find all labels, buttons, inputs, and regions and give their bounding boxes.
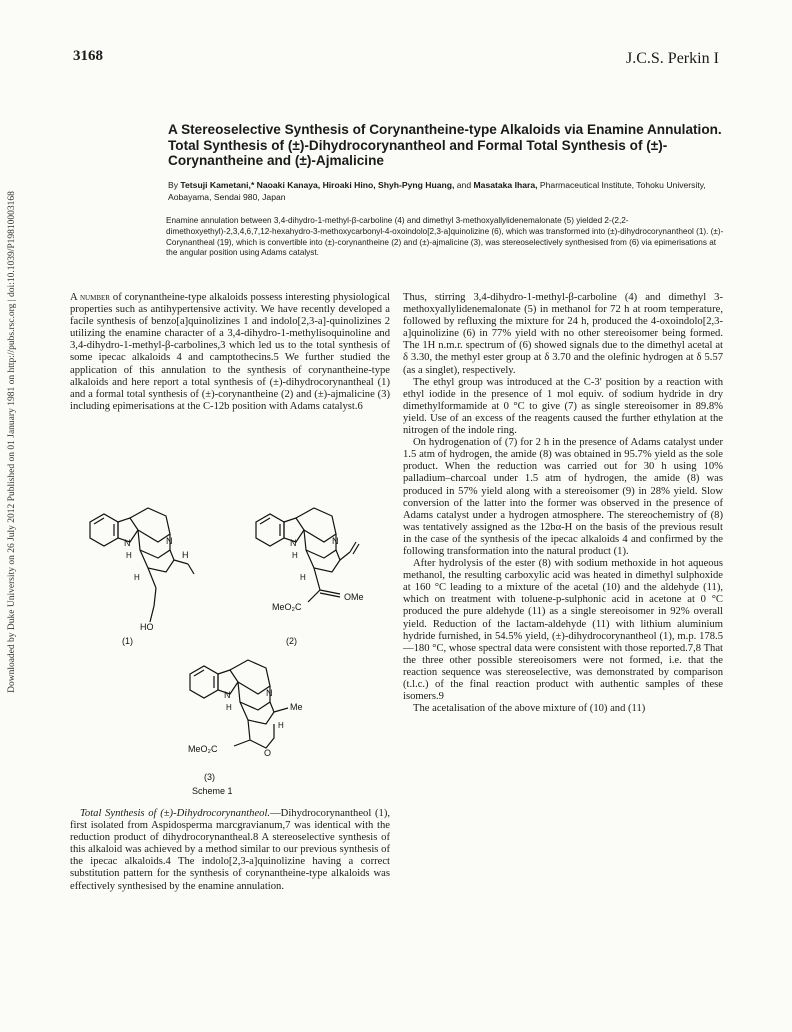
author-block [168, 179, 728, 203]
section-paragraph [70, 808, 390, 893]
h-label-3a: H [226, 703, 232, 712]
n-indole-1: N [124, 538, 131, 548]
meo2c-label-3: MeO₂C [188, 744, 218, 754]
ho-label: HO [140, 622, 154, 632]
structure-3 [188, 660, 303, 796]
n-amine-3: N [266, 688, 273, 698]
scheme-1-figure [70, 506, 390, 804]
section-heading: Total Synthesis of (±)-Dihydrocorynantheol. [80, 808, 271, 819]
page-number: 3168 [73, 48, 103, 64]
h-label-1a: H [182, 550, 189, 560]
author-last: Masataka Ihara, [473, 180, 538, 190]
h-label-1b: H [126, 551, 132, 560]
right-paragraph-4: After hydrolysis of the ester (8) with sodium methoxide in hot aqueous methanol, the resulting carboxylic acid was heated in dimethyl sulphoxide at 160 °C leading to a mixture of the acetal (10) and the aldehyde (11), which on treatment with toluene-p-sulphonic acid in acetone at 0 °C produced the pure aldehyde (11) as a single stereoisomer in 92% overall yield. Reduction of the lactam-aldehyde (11) with lithium aluminium hydride furnished, in 54.5% yield, (±)-dihydrocorynantheol (1), m.p. 178.5—180 °C, whose spectral data were consistent with those reported.7,8 That the three other possible stereoisomers were not formed, i.e. that the reaction sequence was stereoselective, was demonstrated by comparison (t.l.c.) of the final reaction product with authentic samples of these isomers.9 [403, 558, 723, 703]
o-label: O [264, 748, 272, 758]
h-label-1c: H [134, 573, 140, 582]
meo2c-label-2: MeO₂C [272, 602, 302, 612]
h-label-2b: H [300, 573, 306, 582]
label-2: (2) [286, 636, 297, 646]
label-3: (3) [204, 772, 215, 782]
label-1: (1) [122, 636, 133, 646]
n-indole-2: N [290, 538, 297, 548]
intro-body: of corynantheine-type alkaloids possess interesting physiological properties such as antihypertensive activity. We have recently developed a facile synthesis of benzo[a]quinolizines 1 and indolo[2,3-a]-quinolizines 2 utilizing the enamine character of a 3,4-dihydro-1-methylisoquinoline and 3,4-dihydro-1-methyl-β-carbolines,3 which led us to the total synthesis of some ipecac alkaloids 4 and camptothecins.5 We further studied the application of this annulation to the synthesis of corynantheine-type alkaloids and here report a total synthesis of (±)-dihydrocorynantheal (1) and a formal total synthesis of (±)-corynantheine (2) and (±)-ajmalicine (3) including epimerisations at the C-12b position with Adams catalyst.6 [70, 292, 390, 412]
intro-text [70, 292, 390, 413]
section-body: —Dihydrocorynantheol (1), first isolated from Aspidosperma marcgravianum,7 was identical with the reduction product of dihydrocorynantheal.8 A stereoselective synthesis of this alkaloid was achieved by a method similar to our previous synthesis of the ipecac alkaloids.4 The indolo[2,3-a]quinolizine having a correct substitution pattern for the synthesis of corynantheine-type alkaloids was effectively synthesised by the enamine annulation. [70, 808, 390, 892]
n-amine-2: N [332, 536, 339, 546]
affiliation: Pharmaceutical Institute, Tohoku University, Aobayama, Sendai 980, Japan [168, 180, 706, 202]
intro-lead: A number [70, 292, 110, 303]
download-watermark: Downloaded by Duke University on 26 July 2012 Published on 01 January 1981 on http://pubs.rsc.org | doi:10.1039/P19810003168 [7, 191, 17, 693]
right-paragraph-5: The acetalisation of the above mixture of (10) and (11) [413, 703, 646, 715]
abstract: Enamine annulation between 3,4-dihydro-1-methyl-β-carboline (4) and dimethyl 3-methoxyallylidenemalonate (5) yielded 2-(2,2-dimethoxyethyl)-2,3,4,6,7,12-hexahydro-3-methoxycarbonyl-4-oxoindolo[2,3-a]quinolizine (6), which was transformed into (±)-dihydrocorynantheol (1). (±)-Corynantheal (19), which is convertible into (±)-corynantheine (2) and (±)-ajmalicine (3), was stereoselectively synthesised from (6) via epimerisations at the angular position using Adams catalyst. [166, 216, 724, 258]
scheme-caption: Scheme 1 [192, 786, 233, 796]
dihydrocorynantheol-section [70, 808, 390, 893]
ome-label: OMe [344, 592, 364, 602]
right-paragraph-3: On hydrogenation of (7) for 2 h in the presence of Adams catalyst under 1.5 atm of hydrogen, the amide (8) was obtained in 95.7% yield as the sole product. When the reduction was carried out for 30 h using 10% palladium–charcoal under 1.5 atm of hydrogen, the amide (8) was produced in 57% yield along with a stereoisomer (9) in 28% yield. Slow conversion of the latter into the former was observed in the presence of Adams catalyst under a hydrogen atmosphere. The stereochemistry of (8) was tentatively assigned as the 12bα-H on the basis of the previous result in the case of the synthesis of the ipecac alkaloids 4 and confirmed by the following transformation into the natural product (1). [403, 437, 723, 557]
author-names: Tetsuji Kametani,* Naoaki Kanaya, Hiroaki Hino, Shyh-Pyng Huang, [180, 180, 455, 190]
me-label: Me [290, 702, 303, 712]
structure-1 [90, 508, 194, 646]
structure-2 [256, 508, 364, 646]
right-paragraph-1: Thus, stirring 3,4-dihydro-1-methyl-β-carboline (4) and dimethyl 3-methoxyallylidenemalonate (5) in methanol for 72 h at room temperature, followed by refluxing the mixture for 24 h, produced the 4-oxoindolo[2,3-a]quinolizine (6) in 77% yield with no other stereoisomer being formed. The 1H n.m.r. spectrum of (6) showed signals due to the dimethyl acetal at δ 3.30, the methyl ester group at δ 3.70 and the olefinic hydrogen at δ 5.57 (as a singlet), respectively. [403, 292, 723, 376]
article-title: A Stereoselective Synthesis of Corynantheine-type Alkaloids via Enamine Annulation. Total Synthesis of (±)-Dihydrocorynantheol and Formal Total Synthesis of (±)-Corynantheine and (±)-Ajmalicine [168, 122, 722, 168]
h-label-3b: H [278, 721, 284, 730]
intro-paragraph [70, 292, 390, 413]
by-label: By [168, 180, 179, 190]
n-indole-3: N [224, 690, 231, 700]
n-amine-1: N [166, 536, 173, 546]
journal-name: J.C.S. Perkin I [626, 50, 719, 67]
and-label: and [456, 180, 472, 190]
right-column [403, 292, 723, 715]
h-label-2a: H [292, 551, 298, 560]
right-paragraph-2: The ethyl group was introduced at the C-3′ position by a reaction with ethyl iodide in the presence of 1 mol equiv. of sodium hydride in dry dimethylformamide at 0 °C to give (7) as single stereoisomer in 89.8% yield. Use of an excess of the reagents caused the further ethylation at the nitrogen of the indole ring. [403, 376, 723, 437]
